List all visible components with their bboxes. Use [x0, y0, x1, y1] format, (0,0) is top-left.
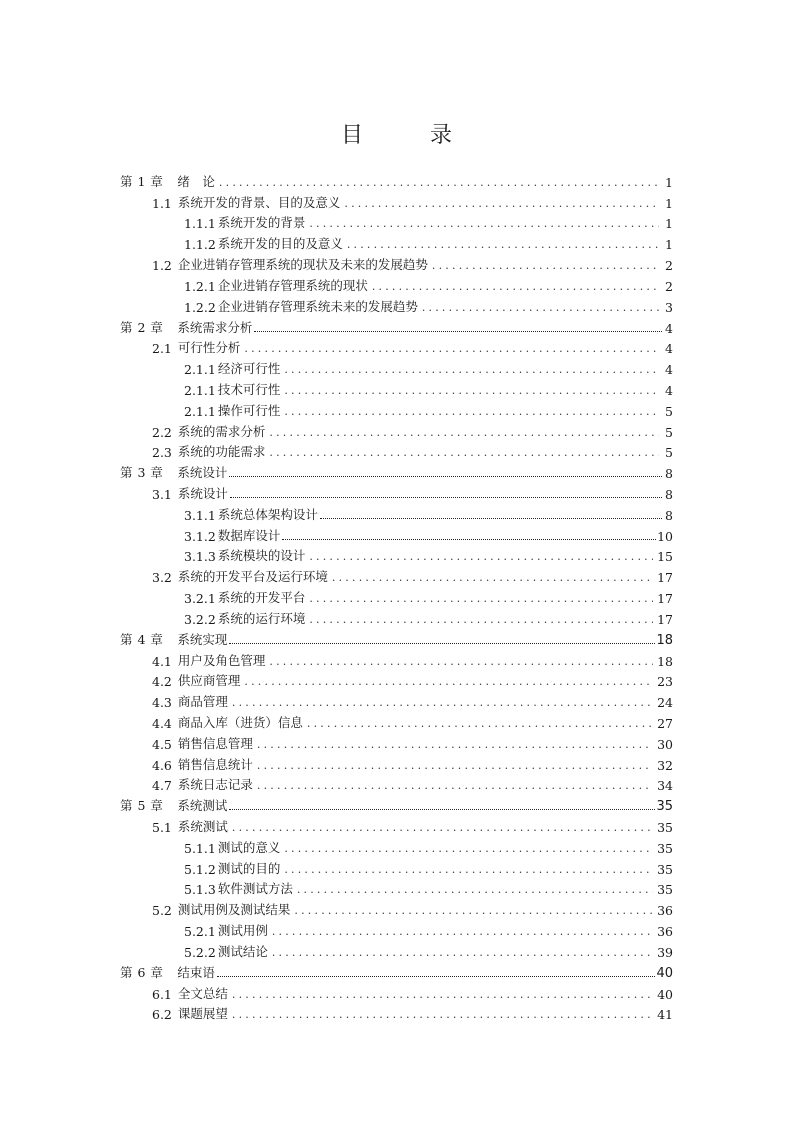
toc-entry-page: 34: [657, 778, 673, 794]
toc-entry-number: 4.1: [152, 653, 172, 669]
toc-entry-number: 3.2: [152, 570, 172, 586]
toc-leader-dots: [219, 176, 659, 190]
toc-entry-page: 35: [657, 882, 673, 898]
toc-entry[interactable]: [120, 710, 673, 731]
toc-entry-page: 23: [657, 674, 673, 690]
toc-entry-number: 5.2.2: [184, 944, 216, 960]
toc-entry[interactable]: [120, 169, 673, 190]
toc-entry-title: 销售信息统计: [177, 756, 253, 772]
toc-leader-dots: [432, 259, 659, 273]
toc-leader-dots: [284, 363, 659, 377]
toc-entry-number: 2.1.1: [184, 382, 216, 398]
toc-entry-title: 结束语: [177, 964, 215, 980]
toc-entry-number: 4.3: [152, 695, 172, 711]
toc-entry[interactable]: [120, 523, 673, 544]
toc-entry-title: 系统的运行环境: [217, 610, 306, 626]
toc-entry-number: 5.1: [152, 820, 172, 835]
toc-entry-number: 5.2: [152, 903, 172, 919]
toc-leader-dots: [257, 738, 653, 752]
toc-entry-page: 17: [657, 591, 673, 607]
toc-entry[interactable]: [120, 689, 673, 710]
toc-entry-page: 40: [656, 965, 673, 981]
toc-entry-title: 操作可行性: [217, 402, 281, 418]
toc-entry-number: 6.2: [152, 1007, 172, 1023]
toc-entry-title: 系统日志记录: [177, 777, 253, 793]
toc-entry-page: 36: [657, 924, 673, 940]
toc-entry-page: 1: [665, 195, 673, 211]
toc-entry[interactable]: [120, 669, 673, 690]
table-of-contents: [120, 169, 673, 1022]
toc-entry[interactable]: [120, 585, 673, 606]
toc-entry-page: 39: [657, 944, 673, 960]
toc-entry-number: 2.1.1: [184, 403, 216, 419]
toc-entry[interactable]: [120, 211, 673, 232]
toc-leader-dots: [269, 426, 659, 440]
toc-entry-page: 2: [665, 278, 673, 294]
toc-entry-title: 企业进销存管理系统未来的发展趋势: [217, 298, 418, 314]
toc-entry-title: 可行性分析: [177, 340, 241, 356]
toc-entry-title: 测试的意义: [217, 839, 281, 855]
toc-entry[interactable]: [120, 544, 673, 565]
toc-entry[interactable]: [120, 502, 673, 523]
toc-leader-dots: [257, 759, 653, 773]
toc-entry-number: 2.1: [152, 341, 172, 357]
toc-entry-number: 第 6 章: [120, 964, 164, 980]
toc-entry[interactable]: [120, 252, 673, 273]
toc-entry-number: 4.5: [152, 736, 172, 752]
toc-entry-title: 测试的目的: [217, 860, 281, 876]
toc-leader-dots: [244, 675, 653, 689]
toc-entry-page: 15: [657, 549, 673, 565]
toc-entry-number: 1.2.1: [184, 278, 216, 294]
toc-entry-page: 8: [665, 507, 673, 523]
toc-entry-page: 18: [656, 632, 673, 648]
toc-entry[interactable]: [120, 793, 673, 814]
toc-entry[interactable]: [120, 731, 673, 752]
toc-entry-page: 36: [657, 903, 673, 919]
toc-entry-page: 4: [665, 341, 673, 357]
toc-entry-title: 商品入库（进货）信息: [177, 714, 303, 730]
toc-entry-page: 1: [665, 174, 673, 190]
toc-entry[interactable]: [120, 877, 673, 898]
toc-leader-dots: [309, 592, 653, 606]
toc-entry-page: 17: [657, 611, 673, 627]
toc-entry-number: 第 4 章: [120, 631, 164, 647]
toc-entry[interactable]: [120, 939, 673, 960]
toc-entry-number: 5.1.1: [184, 840, 216, 856]
toc-entry-number: 第 3 章: [120, 465, 164, 481]
toc-entry-title: 绪 论: [177, 173, 215, 189]
toc-entry-title: 测试用例: [217, 923, 268, 939]
toc-entry-title: 系统的功能需求: [177, 444, 266, 460]
toc-entry-title: 系统开发的目的及意义: [217, 236, 343, 252]
toc-leader-dots: [244, 342, 659, 356]
toc-entry-title: 企业进销存管理系统的现状及未来的发展趋势: [177, 257, 428, 273]
toc-leader-dots: [320, 516, 662, 519]
toc-leader-dots: [257, 779, 653, 793]
toc-leader-dots: [307, 717, 653, 731]
toc-entry-page: 32: [657, 757, 673, 773]
toc-entry[interactable]: [120, 231, 673, 252]
toc-entry-title: 系统的开发平台: [217, 590, 306, 606]
toc-entry[interactable]: [120, 981, 673, 1002]
toc-entry-page: 3: [665, 299, 673, 315]
toc-entry-page: 17: [657, 570, 673, 586]
toc-entry[interactable]: [120, 856, 673, 877]
toc-entry-page: 5: [665, 445, 673, 461]
toc-entry-title: 用户及角色管理: [177, 652, 266, 668]
toc-entry-title: 测试用例及测试结果: [177, 902, 291, 918]
toc-entry[interactable]: [120, 835, 673, 856]
toc-entry-page: 1: [665, 237, 673, 253]
toc-entry[interactable]: [120, 627, 673, 648]
toc-entry-page: 41: [657, 1007, 673, 1023]
toc-entry-title: 数据库设计: [217, 527, 281, 543]
toc-entry[interactable]: [120, 814, 673, 835]
toc-entry-page: 10: [657, 528, 673, 544]
toc-entry[interactable]: [120, 377, 673, 398]
toc-entry-number: 5.1.2: [184, 861, 216, 877]
toc-entry-number: 5.2.1: [184, 924, 216, 940]
toc-leader-dots: [347, 238, 659, 252]
toc-entry-number: 3.1.3: [184, 549, 216, 565]
toc-entry[interactable]: [120, 1002, 673, 1023]
toc-entry-title: 系统的开发平台及运行环境: [177, 569, 328, 585]
toc-entry-page: 27: [657, 715, 673, 731]
toc-entry[interactable]: [120, 460, 673, 481]
toc-leader-dots: [232, 696, 653, 710]
toc-leader-dots: [272, 925, 653, 939]
toc-entry-number: 3.1.1: [184, 507, 216, 523]
toc-leader-dots: [309, 550, 653, 564]
toc-entry-title: 系统模块的设计: [217, 548, 306, 564]
page-title: 目 录: [341, 122, 482, 148]
toc-entry-title: 经济可行性: [217, 361, 281, 377]
toc-entry-title: 系统实现: [177, 631, 228, 647]
toc-entry-title: 商品管理: [177, 694, 228, 710]
toc-entry-page: 4: [665, 382, 673, 398]
toc-entry-page: 8: [665, 487, 673, 502]
toc-entry-title: 销售信息管理: [177, 735, 253, 751]
toc-entry-number: 4.7: [152, 778, 172, 794]
toc-entry-title: 系统的需求分析: [177, 423, 266, 439]
toc-entry[interactable]: [120, 481, 673, 502]
toc-entry[interactable]: [120, 419, 673, 440]
toc-entry-number: 4.4: [152, 715, 172, 731]
toc-leader-dots: [297, 883, 653, 897]
toc-leader-dots: [230, 495, 662, 498]
toc-leader-dots: [284, 405, 659, 419]
toc-leader-dots: [229, 474, 662, 477]
toc-leader-dots: [284, 384, 659, 398]
toc-entry-number: 1.1.1: [184, 216, 216, 232]
toc-entry-title: 技术可行性: [217, 381, 281, 397]
toc-entry-title: 系统需求分析: [177, 319, 253, 335]
toc-leader-dots: [254, 329, 662, 332]
toc-entry[interactable]: [120, 440, 673, 461]
toc-leader-dots: [232, 821, 653, 835]
toc-entry-number: 2.1.1: [184, 362, 216, 378]
toc-entry-title: 供应商管理: [177, 673, 241, 689]
toc-leader-dots: [294, 904, 653, 918]
toc-leader-dots: [229, 641, 655, 644]
toc-entry-number: 2.3: [152, 445, 172, 461]
toc-entry-title: 企业进销存管理系统的现状: [217, 277, 368, 293]
toc-leader-dots: [232, 988, 653, 1002]
toc-entry[interactable]: [120, 918, 673, 939]
toc-entry-page: 40: [657, 986, 673, 1002]
toc-leader-dots: [284, 842, 653, 856]
toc-leader-dots: [282, 537, 656, 540]
toc-entry-page: 30: [657, 736, 673, 752]
toc-entry-page: 5: [665, 403, 673, 419]
toc-entry-title: 软件测试方法: [217, 881, 293, 897]
toc-entry[interactable]: [120, 336, 673, 357]
toc-entry-title: 课题展望: [177, 1006, 228, 1022]
toc-entry-page: 18: [657, 653, 673, 669]
toc-entry-title: 系统设计: [177, 465, 228, 481]
toc-entry-number: 1.1.2: [184, 237, 216, 253]
toc-entry-title: 系统设计: [177, 486, 228, 501]
toc-entry-page: 24: [657, 695, 673, 711]
toc-entry-number: 4.2: [152, 674, 172, 690]
toc-entry-page: 35: [657, 840, 673, 856]
toc-entry[interactable]: [120, 648, 673, 669]
toc-entry-number: 3.2.1: [184, 591, 216, 607]
toc-entry[interactable]: [120, 398, 673, 419]
toc-entry-number: 5.1.3: [184, 882, 216, 898]
toc-entry-number: 3.1: [152, 487, 172, 502]
toc-entry[interactable]: [120, 960, 673, 981]
toc-entry-page: 35: [657, 820, 673, 835]
toc-entry-page: 35: [656, 799, 673, 815]
toc-entry-page: 2: [665, 258, 673, 274]
toc-entry[interactable]: [120, 773, 673, 794]
toc-entry-page: 5: [665, 424, 673, 440]
toc-entry-number: 2.2: [152, 424, 172, 440]
toc-entry-number: 1.2.2: [184, 299, 216, 315]
toc-entry-page: 35: [657, 861, 673, 877]
toc-entry[interactable]: [120, 356, 673, 377]
toc-entry[interactable]: [120, 294, 673, 315]
toc-entry-number: 4.6: [152, 757, 172, 773]
toc-entry-page: 4: [665, 362, 673, 378]
toc-leader-dots: [344, 197, 659, 211]
toc-entry[interactable]: [120, 606, 673, 627]
toc-entry-title: 系统总体架构设计: [217, 506, 318, 522]
toc-entry[interactable]: [120, 897, 673, 918]
toc-leader-dots: [309, 613, 653, 627]
toc-leader-dots: [272, 946, 653, 960]
toc-leader-dots: [217, 974, 656, 977]
toc-leader-dots: [422, 301, 659, 315]
toc-entry-number: 3.2.2: [184, 611, 216, 627]
toc-leader-dots: [232, 1008, 653, 1022]
toc-entry-title: 系统测试: [177, 798, 228, 814]
toc-entry-number: 6.1: [152, 986, 172, 1002]
toc-entry-page: 8: [665, 466, 673, 482]
toc-leader-dots: [269, 655, 653, 669]
toc-entry-page: 1: [665, 216, 673, 232]
toc-entry-number: 1.1: [152, 195, 172, 211]
toc-entry-number: 第 2 章: [120, 319, 164, 335]
toc-entry[interactable]: [120, 315, 673, 336]
toc-leader-dots: [309, 217, 659, 231]
toc-leader-dots: [229, 807, 655, 810]
toc-entry-title: 系统开发的背景: [217, 215, 306, 231]
toc-entry-page: 4: [665, 320, 673, 336]
toc-leader-dots: [332, 571, 653, 585]
toc-leader-dots: [269, 446, 659, 460]
toc-entry-title: 系统测试: [177, 819, 228, 834]
toc-entry-number: 1.2: [152, 258, 172, 274]
toc-leader-dots: [284, 863, 653, 877]
toc-entry-number: 3.1.2: [184, 528, 216, 544]
toc-entry-number: 第 5 章: [120, 798, 164, 814]
toc-entry-number: 第 1 章: [120, 173, 164, 189]
toc-entry-title: 全文总结: [177, 985, 228, 1001]
toc-entry-title: 系统开发的背景、目的及意义: [177, 194, 341, 210]
toc-entry[interactable]: [120, 190, 673, 211]
toc-entry[interactable]: [120, 273, 673, 294]
toc-entry-title: 测试结论: [217, 943, 268, 959]
toc-entry[interactable]: [120, 564, 673, 585]
toc-leader-dots: [372, 280, 659, 294]
toc-entry[interactable]: [120, 752, 673, 773]
